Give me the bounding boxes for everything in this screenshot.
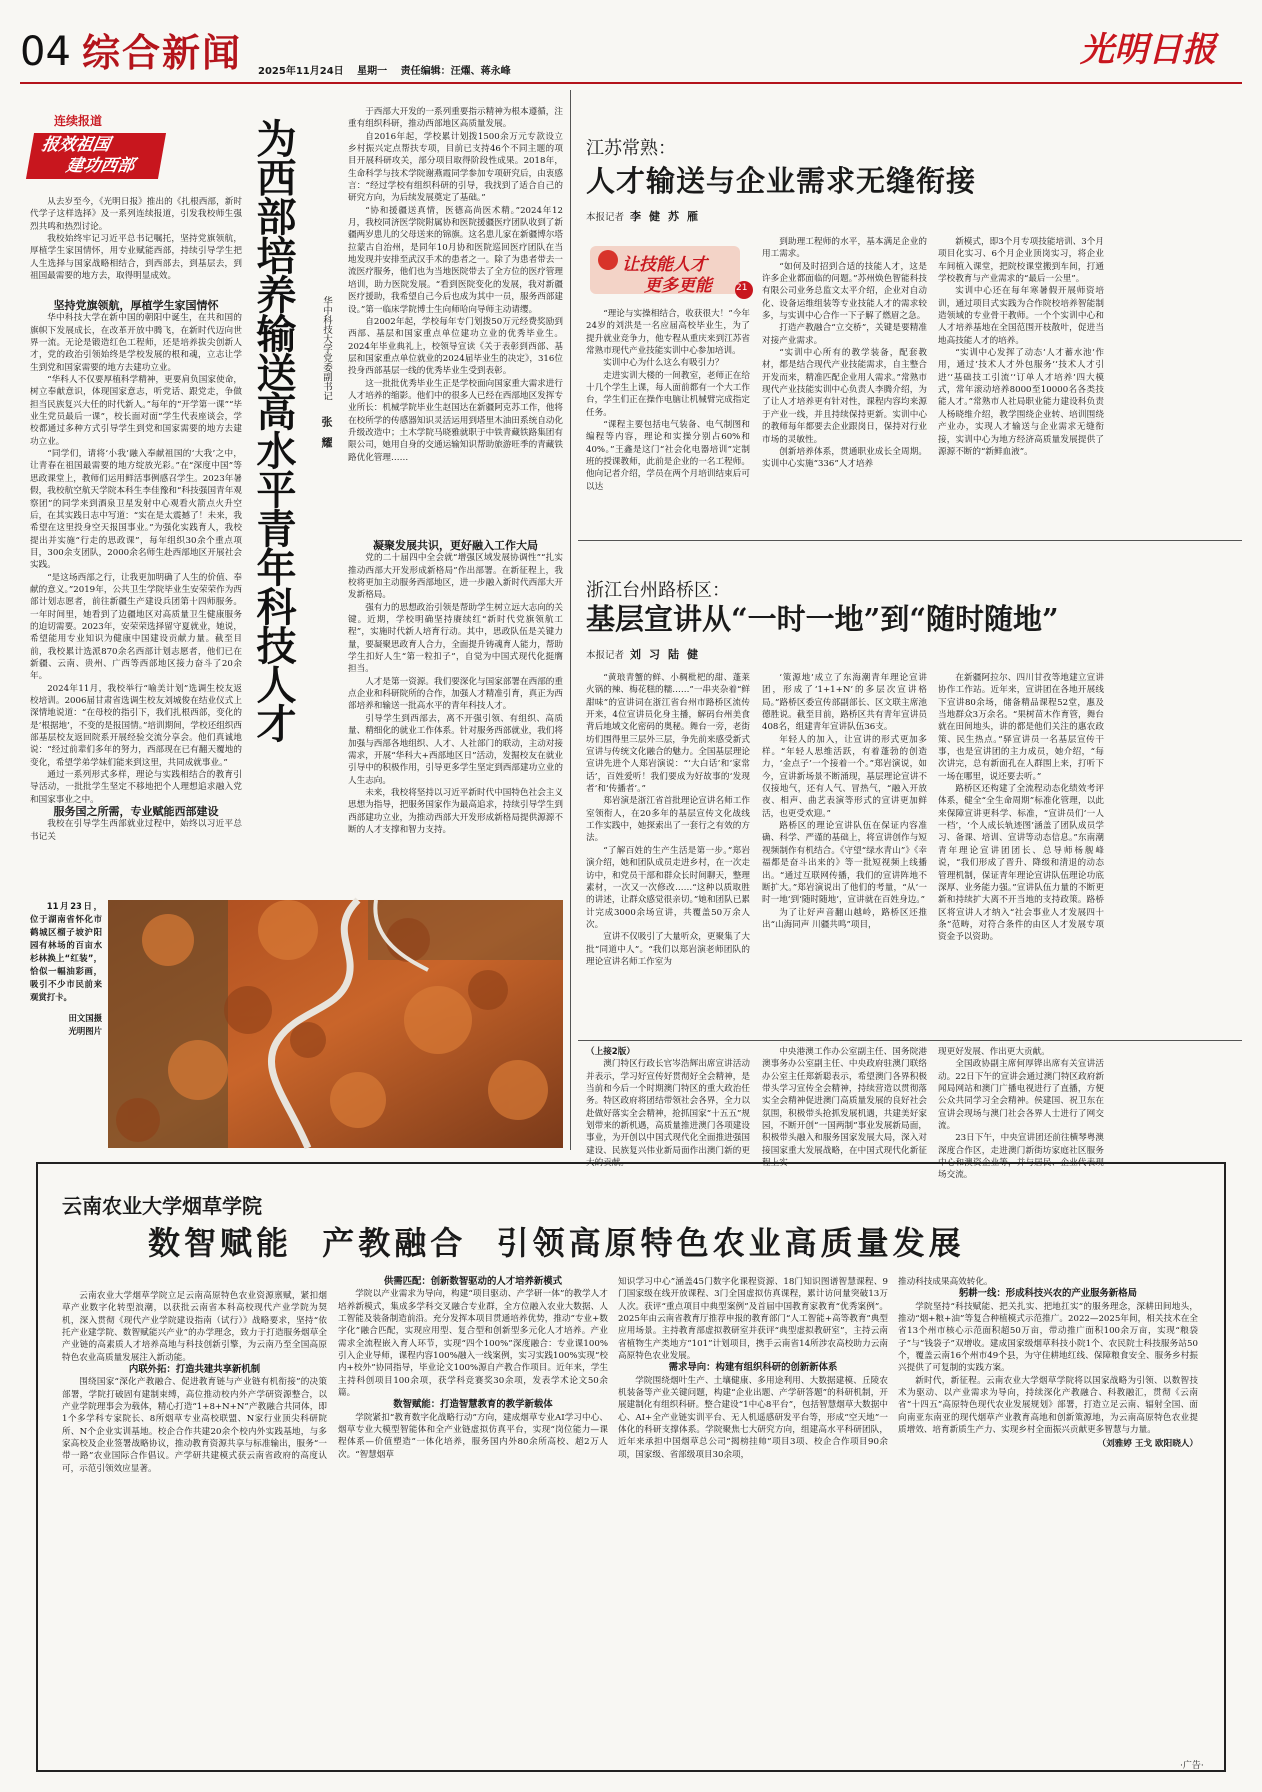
paragraph: 郑岩演是浙江省首批理论宣讲名师工作室领衔人，在20多年的基层宣传文化战线工作实践中，她探索出了一套行之有效的方法。 bbox=[586, 796, 750, 844]
paragraph: 围绕国家“深化产教融合、促进教育链与产业链有机衔接”的决策部署，学院打破固有建制束缚，高位推动校内外产学研资源整合，以产业学院理事会为载体，精心打造“1+8+N+N”产教融合共同体，即1个多学科专家院长、8所烟草专业高校联盟、N家行业顶尖科研院所、N个企业实训基地。校企合作共建20余个校内外实践基地，与多家高校及企业签署战略协议，推动教育资源共享与标准输出，服务“一带一路”农业国际合作倡议。产学研共建模式获云南省政府的高度认可，示范引领效应显著。 bbox=[62, 1377, 327, 1474]
paragraph: 我校在引导学生西部就业过程中，始终以习近平总书记关 bbox=[30, 819, 242, 842]
left-col1-body bbox=[30, 300, 242, 900]
byline-label: 本报记者 bbox=[586, 212, 625, 223]
macau-col1 bbox=[586, 1046, 750, 1169]
kicker-banner bbox=[26, 133, 166, 179]
paragraph: 2024年11月，我校举行“喻美计划”选调生校友返校培训。2006届甘肃省选调生校友刘城俊在结业仪式上深情地说道：“在母校的指引下，我们扎根西部，变化的是‘根据地’，不变的是报国情。”培训期间，学校还组织西部基层校友返回院系开展经验交流分享会。他们真诚地说：“经过前辈们多年的努力，西部现在已有翻天覆地的变化，希望学弟学妹们能来到这里，共同成就事业。” bbox=[30, 683, 242, 768]
paragraph: 路桥区的理论宣讲队伍在保证内容准确、科学、严谨的基础上，将宣讲创作与短视频制作有机结合。《守望“绿水青山”》《幸福都是奋斗出来的》等一批短视频上线播出。“通过互联网传播，我们的宣讲阵地不断扩大。”郑岩演说出了他们的考量，“从‘一时一地’到‘随时随地’，宣讲就在百姓身边。” bbox=[762, 821, 927, 906]
paragraph: 现更好发展、作出更大贡献。 bbox=[938, 1047, 1050, 1057]
jiangsu-headline: 人才输送与企业需求无缝衔接 bbox=[586, 164, 977, 198]
paragraph: 通过一系列形式多样，理论与实践相结合的教育引导活动，一批批学生坚定不移地把个人理想追求融入党和国家事业之中。 bbox=[30, 770, 242, 805]
paragraph: 未来，我校将坚持以习近平新时代中国特色社会主义思想为指导，把服务国家作为最高追求，持续引导学生到西部建功立业，为推动西部大开发形成新格局提供源源不断的人才支撑和智力支持。 bbox=[348, 787, 563, 835]
zhejiang-col1 bbox=[586, 672, 750, 1032]
section-divider bbox=[578, 540, 1242, 541]
paragraph: 党的二十届四中全会就“增强区域发展协调性”“扎实推动西部大开发形成新格局”作出部署。在新征程上，我校将更加主动服务西部地区，进一步融入新时代西部大开发新格局。 bbox=[348, 553, 563, 601]
kicker-top: 连续报道 bbox=[54, 114, 103, 128]
subheading: 内联外拓：打造共建共享新机制 bbox=[128, 1364, 261, 1376]
subheading: 供需匹配：创新数智驱动的人才培养新模式 bbox=[383, 1276, 563, 1287]
ad-col2 bbox=[338, 1276, 608, 1750]
macau-col2 bbox=[762, 1046, 927, 1169]
badge-line2: 更多更能 bbox=[644, 276, 712, 296]
paragraph: 于西部大开发的一系列重要指示精神为根本遵循，注重有组织科研，推动西部地区高质量发展。 bbox=[348, 107, 563, 130]
paragraph: 23日下午，中央宣讲团还前往横琴粤澳深度合作区，走进澳门新街坊家庭社区服务中心和澳资企业等，并与居民、企业代表现场交流。 bbox=[938, 1133, 1104, 1181]
forest-photo-image bbox=[108, 900, 563, 1148]
paragraph: 新时代，新征程。云南农业大学烟草学院将以国家战略为引领、以数智技术为驱动、以产业需求为导向，持续深化产教融合、科教融汇，贯彻《云南省“十四五”高原特色现代农业发展规划》部署，打造立足云南、辐射全国、面向南亚东南亚的现代烟草产业教育高地和创新策源地，为云南高原特色农业提质增效、培育新质生产力、实现乡村全面振兴贡献更多智慧与力量。 bbox=[898, 1375, 1198, 1436]
paragraph: 实训中心还在每年寒暑假开展师资培训，通过项目式实践为合作院校培养智能制造领域的专业骨干教师。一个个实训中心和人才培养基地在全国范围开枝散叶，促进当地高技能人才的培养。 bbox=[938, 286, 1104, 346]
left-col1-lead bbox=[30, 196, 242, 301]
paragraph: “黄琅青蟹的鲜、小稠枇杷的甜、蓬莱火锅的辣、梅花糕的糯……”一串夹杂着“鲜甜味”的宣讲词在浙江省台州市路桥区流传开来，4位宣讲员化身主播，解码台州美食背后地域文化密码的奥秘。舞台一旁，老街坊们围得里三层外三层，争先前来感受新式宣讲与传统文化融合的魅力。全国基层理论宣讲先进个人郑岩演说：“‘大白话’和‘家常话’，百姓爱听！我们要成为好故事的‘发现者’和‘传播者’。” bbox=[586, 673, 750, 795]
jiangsu-col2 bbox=[762, 236, 927, 528]
section-divider bbox=[578, 1040, 1242, 1041]
paragraph: “华科人不仅要厚植科学精神，更要肩负国家使命，树立奉献意识，体现国家意志，听党话、跟党走，争做担当民族复兴大任的时代新人。”每年的“开学第一课”“毕业生党员最后一课”，校长面对面“学生代表座谈会，学校都通过多种方式引导学生到党和国家需要的地方去建功立业。 bbox=[30, 375, 242, 447]
skill-badge bbox=[590, 238, 758, 298]
paragraph: 知识学习中心”涵盖45门数字化课程资源、18门知识图谱智慧课程、9门国家级在线开放课程、3门全国虚拟仿真课程，累计访问量突破13万人次。获评“重点项目中典型案例”及首届中国教育家教育“优秀案例”。2025年由云南省教育厅推荐申报的教育部门“人工智能+高等教育”典型应用场景。主持教育部虚拟教研室并获评“典型虚拟教研室”，主持云南省植物生产类地方“101”计划项目，携手云南省14所涉农高校助力云南高原特色农业发展。 bbox=[618, 1277, 888, 1362]
paragraph: 人才是第一资源。我们要深化与国家部署在西部的重点企业和科研院所的合作，加强人才精准引育，真正为西部培养和输送一批高水平的青年科技人才。 bbox=[348, 676, 563, 712]
macau-col3 bbox=[938, 1046, 1104, 1181]
kicker-line2: 建功西部 bbox=[64, 156, 136, 176]
subheading: 躬耕一线：形成科技兴农的产业服务新格局 bbox=[958, 1288, 1138, 1300]
section-title: 综合新闻 bbox=[82, 31, 243, 75]
issue-date: 2025年11月24日 bbox=[258, 66, 344, 77]
paragraph: 全国政协副主席何厚铧出席有关宣讲活动。22日下午的宣讲会通过澳门特区政府新闻局网站和澳门广播电视进行了直播，方便公众共同学习全会精神。侯建国、祝卫东在宣讲会现场与澳门社会各界人士进行了网交流。 bbox=[938, 1059, 1104, 1132]
paragraph: 路桥区还构建了全流程动态化绩效考评体系，健全“全生命周期”标准化管理，以此来保障宣讲更科学、标准，“宣讲员们‘一人一档’，‘个人成长轨迹图’涵盖了团队成员学习、备课、培训、宣讲等动态信息。”东南潮青年理论宣讲团团长、总导师杨舰峰说，“我们形成了晋升、降级和清退的动态管理机制，保证青年理论宣讲队伍理论功底深厚、业务能力强。”宣讲队伍力量的不断更新和持续扩大离不开当地的支持政策。路桥区将宣讲人才纳入“社会事业人才发展四十条”范畴，对符合条件的由区人才发展专项资金予以资助。 bbox=[938, 784, 1104, 943]
continuation-label: （上接2版） bbox=[586, 1047, 635, 1057]
paragraph: 我校始终牢记习近平总书记嘱托，坚持党旗领航，厚植学生家国情怀，用专业赋能西部，持续引导学生把人生选择与国家战略相结合，到西部去，到基层去，到祖国最需要的地方去，取得明显成效。 bbox=[30, 234, 242, 282]
zhejiang-col3 bbox=[938, 672, 1104, 1032]
ad-label: ·广告· bbox=[1180, 1761, 1204, 1771]
subheading: 需求导向：构建有组织科研的创新新体系 bbox=[668, 1362, 838, 1374]
paragraph: “课程主要包括电气装备、电气制图和编程等内容，理论和实操分别占60%和40%。”王鑫是这门“社会化电器培训”定制班的授课教师，此前是企业的一名工程师。他向记者介绍，学员在两个月培训结束后可以达 bbox=[586, 420, 750, 492]
masthead-rule bbox=[20, 82, 1242, 84]
paragraph: 在新疆阿拉尔、四川甘孜等地建立宣讲协作工作站。近年来，宣讲团在各地开展线下宣讲80余场，储备精品课程52堂，惠及当地群众3万余名。“果树苗木作育管，舞台就在田间地头，讲的都是他们关注的惠农政策、民生热点。”驿宣讲员一名基层宣传干事，也是宣讲团的主力成员，她介绍，“每次讲完，总有新面孔在人群围上来，打听下一场在哪里，说还要去听。” bbox=[938, 673, 1104, 782]
headline-vertical: 为西部培养输送高水平青年科技人才 bbox=[250, 118, 297, 742]
subheading: 凝聚发展共识，更好融入工作大局 bbox=[373, 539, 538, 552]
paragraph: ‘策源地’成立了东海潮青年理论宣讲团，形成了‘1+1+N’的多层次宣讲格局。”路桥区委宣传部副部长、区文联主席池德胜说。截至目前，路桥区共有青年宣讲员408名，组建青年宣讲队伍36支。 bbox=[762, 673, 927, 733]
paragraph: 华中科技大学在新中国的朝阳中诞生，在共和国的旗帜下发展成长，在改革开放中腾飞，在新时代迈向世界一流。无论是锻造红色工程师，还是培养拔尖创新人才，党的政治引领始终是学校发展的根和魂，立志让学生到党和国家需要的地方去建功立业。 bbox=[30, 313, 242, 373]
zhejiang-byline bbox=[586, 646, 706, 662]
author-name: 张耀 bbox=[320, 415, 333, 458]
paragraph: “理论与实操相结合，收获很大！”今年24岁的刘洪是一名应届高校毕业生，为了提升就业竞争力，他专程从重庆来到江苏省常熟市现代产业技能实训中心参加培训。 bbox=[586, 309, 750, 357]
ad-col3 bbox=[618, 1276, 888, 1750]
paragraph: 强有力的思想政治引领是帮助学生树立远大志向的关键。近期，学校明确坚持赓续红“新时代党旗领航工程”，实施时代新人培育行动。其中，思政队伍是关键力量，要凝聚思政育人合力，全面提升铸魂育人能力，帮助学生扣好人生“第一粒扣子”，自觉为中国式现代化挺膺担当。 bbox=[348, 602, 563, 675]
photo-agency: 光明图片 bbox=[68, 1026, 102, 1036]
ad-headline: 数智赋能 产教融合 引领高原特色农业高质量发展 bbox=[148, 1224, 965, 1262]
paragraph: 学院以产业需求为导向，构建“项目驱动、产学研一体”的教学人才培养新模式，集成多学科交叉融合专业群，全方位融入农业大数据、人工智能及装备制造前沿。充分发挥本项目贯通培养优势，推动“专业+数字化”融合匹配，实现应用型、复合型和创新型多元化人才培养。产业需求全流程嵌入育人环节，实现“四个100%”深度融合：专业课100%引入企业导师，课程内容100%融入一线案例，实习实践100%实现“校内+校外”协同指导，毕业论文100%源自产教合作项目。近年来，学生主持科创项目100余项，获学科竞赛奖30余项，发表学术论文50余篇。 bbox=[338, 1289, 608, 1399]
kicker-line1: 报效祖国 bbox=[40, 135, 112, 155]
paragraph: 学院围绕烟叶生产、土壤健康、多用途利用、大数据建模、丘陵农机装备等产业关键问题，构建“企业出题、产学研答题”的科研机制，开展建制化有组织科研。整合建设“1中心8平台”，包括智慧烟草大数据中心、AI+全产业链实训平台、无人机遥感研发平台等，形成“空天地”一体化的科研支撑体系。学院聚焦七大研究方向，组建高水平科研团队，近年来承担中国烟草总公司“揭榜挂帅”项目3项、校企合作项目90余项，国家级、省部级项目30余项， bbox=[618, 1375, 888, 1460]
photo-credit: 田文国摄 bbox=[68, 1013, 102, 1023]
jiangsu-location: 江苏常熟： bbox=[586, 138, 676, 159]
paragraph: “协和援疆送真情，医德高尚医术精。”2024年12月，我校同济医学院附属协和医院援疆医疗团队收到了新疆两岁患儿的父母送来的锦旗。这名患儿家在新疆博尔塔拉蒙古自治州，是同年10月协和医院巡回医疗团队在当地发现并安排至武汉手术的患者之一。除了为患者带去一流医疗服务，他们也为当地医院带去了全方位的医疗管理培训，助力医院发展。“看到医院变化的发展，我对新疆医疗援助，我希望自己今后也成为其中一员，服务西部建设。”第一临床学院博士生向师哈向导师主动请缨。 bbox=[348, 205, 563, 315]
paragraph: 打造产教融合“立交桥”，关键是要精准对接产业需求。 bbox=[762, 323, 927, 346]
subheading: 数智赋能：打造智慧教育的教学新载体 bbox=[393, 1399, 553, 1411]
paragraph: 自2016年起，学校累计划拨1500余万元专款设立乡村振兴定点帮扶专项，目前已支持46个不同主题的项目开展科研攻关，部分项目取得阶段性成果。2018年，生命科学与技术学院谢燕霞同学参加专项研究后，由衷感言：“经过学校有组织科研的引导，我找到了适合自己的研究方向，为后续发展奠定了基础。” bbox=[348, 131, 563, 204]
issue-editors: 责任编辑：汪燿、蒋永峰 bbox=[400, 66, 511, 77]
forest-photo bbox=[108, 900, 563, 1148]
paragraph: “同学们，请将‘小我’融入奉献祖国的‘大我’之中，让青春在祖国最需要的地方绽放光彩。”在“深度中国”等思政课堂上，教师们运用鲜活事例感召学生。2023年暑假，我校航空航天学院本科生李佳豫和“科技强国青年观察团”的同学来到酒泉卫星发射中心观看火箭点火升空后，在其实践日志中写道：“实在是太震撼了！未来，我希望在这里投身空天报国事业。”为强化实践育人，我校提出并实施“行走的思政课”，每年组织30余个重点项目，300余支团队，2000余名师生赴西部地区开展社会实践。 bbox=[30, 449, 242, 571]
zhejiang-location: 浙江台州路桥区： bbox=[586, 580, 730, 601]
paragraph: 学院紧扣“教育数字化战略行动”方向，建成烟草专业AI学习中心、烟草专业大模型智能体和全产业链虚拟仿真平台，实现“岗位能力—课程体系—价值塑造”一体化培养，服务国内外80余所高校、超2万人次。“智慧烟草 bbox=[338, 1412, 608, 1460]
left-col2b bbox=[348, 540, 563, 890]
paragraph: “实训中心发挥了动态‘人才蓄水池’作用，通过‘技术人才外包服务’‘技术人才引进’‘基础技工引流’‘订单人才培养’四大模式，常年滚动培养8000至10000名各类技能人才。”常熟市人社局职业能力建设科负责人杨晓维介绍，教学围绕企业转、培训围绕产业办，实现人才输送与企业需求无缝衔接，实训中心为地方经济高质量发展提供了源源不断的“新鲜血液”。 bbox=[938, 348, 1104, 457]
paragraph: 为了让好声音翻山越岭，路桥区还推出“山海同声 川疆共鸣”项目， bbox=[762, 907, 927, 930]
issue-weekday: 星期一 bbox=[357, 66, 388, 77]
byline-names: 李健苏雁 bbox=[630, 210, 707, 223]
paragraph: 云南农业大学烟草学院立足云南高原特色农业资源禀赋，紧扣烟草产业数字化转型浪潮，以获批云南省本科高校现代产业学院为契机，深入贯彻《现代产业学院建设指南（试行）》战略要求，坚持“依托产业建学院、数智赋能兴产业”的办学理念，致力于打造服务烟草全产业链的高素质人才培养高地与科技创新引擎，为云南乃至全国高原特色农业高质量发展注入新动能。 bbox=[62, 1291, 327, 1363]
byline-names: 刘习陆健 bbox=[630, 648, 707, 661]
paragraph: 实训中心为什么这么有吸引力？ bbox=[603, 358, 724, 369]
ad-col4 bbox=[898, 1276, 1198, 1750]
jiangsu-col1 bbox=[586, 308, 750, 528]
left-col2 bbox=[348, 106, 563, 544]
paragraph: 推动科技成果高效转化。 bbox=[898, 1277, 993, 1287]
photo-caption bbox=[30, 900, 102, 1140]
paragraph: “如何及时招到合适的技能人才，这是许多企业都面临的问题。”苏州焕色智能科技有限公司业务总监文太平介绍，企业对自动化、设备运维组装等专业技能人才的需求较多，与实训中心合作一下子解了燃眉之急。 bbox=[762, 261, 927, 322]
paragraph: 新模式，即3个月专项技能培训、3个月项目化实习、6个月企业顶岗实习，将企业车间植入课堂，把院校课堂搬到车间，打通学校教育与产业需求的“最后一公里”。 bbox=[938, 237, 1104, 285]
badge-line1: 让技能人才 bbox=[622, 255, 707, 275]
paragraph: 引导学生到西部去，离不开强引领、有组织、高质量、精细化的就业工作体系。针对服务西部就业，我们将加强与西部各地组织、人才、人社部门的联动，主动对接需求，开展“华科大+西部地区日”活动，发掘校友在就业引导中的积极作用，引导更多学生坚定到西部建功立业的人生志向。 bbox=[348, 713, 563, 786]
paragraph: 自2002年起，学校每年专门划拨50万元经费奖励到西部、基层和国家重点单位建功立业的优秀毕业生。2024年毕业典礼上，校领导宣读《关于表彰到西部、基层和国家重点单位就业的2024届毕业生的决定》，316位投身西部基层一线的优秀毕业生受到表彰。 bbox=[348, 316, 563, 377]
paper-logo: 光明日报 bbox=[1080, 30, 1216, 70]
author-block bbox=[300, 296, 334, 496]
author-title: 华中科技大学党委副书记 bbox=[321, 296, 332, 401]
paragraph: “是这场西部之行，让我更加明确了人生的价值、奉献的意义。”2019年，公共卫生学院毕业生安荣荣作为西部计划志愿者，前往新疆生产建设兵团第十四师服务。一年时间里，她看到了边疆地区对高质量卫生健康服务的迫切需要。2023年，安荣荣选择留守夏就业，她说，希望能用专业知识为健康中国建设贡献力量。截至目前，我校累计选派870余名西部计划志愿者，他们已在新疆、云南、贵州、广西等西部地区接力奋斗了20余年。 bbox=[30, 572, 242, 682]
column-divider bbox=[570, 90, 571, 1150]
caption-text: 11月23日，位于湖南省怀化市鹤城区榴子坡沪阳园有林场的百亩水杉林换上“红装”，恰似一幅油彩画，吸引不少市民前来观赏打卡。 bbox=[30, 901, 102, 1002]
paragraph: 走进实训大楼的一间教室，老师正在给十几个学生上课，每人面前都有一个大工作台，学生们正在操作电脑让机械臂完成指定任务。 bbox=[586, 370, 750, 418]
jiangsu-col3 bbox=[938, 236, 1104, 528]
ad-col1 bbox=[62, 1290, 327, 1750]
byline-label: 本报记者 bbox=[586, 650, 625, 661]
masthead-info bbox=[258, 62, 511, 77]
paragraph: 创新培养体系，贯通职业成长全周期。实训中心实施“336”人才培养 bbox=[762, 446, 927, 470]
paragraph: 中央港澳工作办公室副主任、国务院港澳事务办公室副主任、中央政府驻澳门联络办公室主任郑新聪表示，希望澳门各界积极带头学习宣传全会精神，持续营造以贯彻落实全会精神促进澳门高质量发展的良好社会氛围，积极带头抢抓发展机遇，共建美好家园，不断开创“一国两制”事业发展新局面，积极带头融入和服务国家发展大局，深入对接国家重大发展战略，在中国式现代化新征程上实 bbox=[762, 1047, 927, 1169]
subheading: 服务国之所需，专业赋能西部建设 bbox=[53, 805, 219, 819]
paragraph: 年轻人的加入，让宣讲的形式更加多样。“年轻人思维活跃，有着蓬勃的创造力，‘金点子’一个接着一个。”郑岩演说，如今，宣讲新场景不断涌现，基层理论宣讲不仅接地气，还有人气、冒热气，“融入开放夜、相声、曲艺表演等形式的宣讲更加鲜活，也更受欢迎。” bbox=[762, 734, 927, 819]
ad-signature: （刘雅婷 王戈 欧阳晓人） bbox=[1097, 1439, 1198, 1450]
paragraph: 从去岁至今，《光明日报》推出的《扎根西部，新时代学子这样选择》及一系列连续报道，引发我校师生强烈共鸣和热烈讨论。 bbox=[30, 197, 242, 232]
paragraph: 这一批批优秀毕业生正是学校面向国家重大需求进行人才培养的缩影。他们中的很多人已经在西部地区发挥专业所长：机械学院毕业生赵国达在新疆阿克苏工作，他将在校所学的传感器知识灵活运用到塔里木油田系统自动化升级改造中；土木学院马晓雅就职于中铁青藏铁路集团有限公司，她用自身的交通运输知识帮助旅游旺季的青藏铁路优化管理…… bbox=[348, 378, 563, 463]
zhejiang-col2 bbox=[762, 672, 927, 1032]
zhejiang-headline: 基层宣讲从“一时一地”到“随时随地” bbox=[586, 602, 1059, 636]
paragraph: 学院坚持“科技赋能、把关扎实、把地扛实”的服务理念，深耕田间地头，推动“烟+粮+油”等复合种植模式示范推广。2022—2025年间，相关技术在全省13个州市核心示范面积超50万亩，带动推广面积100余万亩，实现“粮袋子”与“钱袋子”双增收。建成国家级烟草科技小院1个、农民院士科技服务站50个，覆盖云南16个州市49个县，为守住耕地红线、保障粮食安全、服务乡村振兴提供了可复制的实践方案。 bbox=[898, 1301, 1198, 1374]
jiangsu-byline bbox=[586, 208, 706, 224]
paragraph: “实训中心所有的教学装备，配套教材，都是结合现代产业技能需求，自主整合开发而来，精准匹配企业用人需求。”常熟市现代产业技能实训中心负责人李腾介绍，为了让人才培养更有针对性，课程内容均来源于产业一线，并且持续保持更新。实训中心的教师每年都要去企业跟岗日，保持对行业市场的灵敏性。 bbox=[762, 348, 927, 445]
paragraph: 到助理工程师的水平，基本满足企业的用工需求。 bbox=[762, 237, 927, 260]
page-number: 04 bbox=[20, 29, 71, 75]
paragraph: 澳门特区行政长官岑浩辉出席宣讲活动并表示，学习好宣传好贯彻好全会精神，是当前和今后一个时期澳门特区的重大政治任务。特区政府将团结带领社会各界，全力以赴做好落实全会精神，抢抓国家“十五五”规划带来的新机遇，高质量推进澳门各项建设事业，为开创以中国式现代化全面推进强国建设、民族复兴伟业新局面作出澳门新的更大的贡献。 bbox=[586, 1059, 750, 1169]
paragraph: 宣讲不仅吸引了大量听众，更聚集了大批“同道中人”。“我们以郑岩演老师团队的理论宣讲名师工作室为 bbox=[586, 932, 750, 967]
series-kicker bbox=[30, 112, 180, 190]
subheading: 坚持党旗领航，厚植学生家国情怀 bbox=[53, 299, 219, 312]
ad-org: 云南农业大学烟草学院 bbox=[62, 1194, 262, 1218]
badge-number: 21 bbox=[736, 283, 748, 293]
paragraph: “了解百姓的生产生活是第一步。”郑岩演介绍，她和团队成员走进乡村，在一次走访中，和党员干部和群众长时间聊天，整理素材，一次又一次修改……“这种以质取胜的讲述，让群众感觉很亲切。”她和团队已累计完成3000余场宣讲，共覆盖50万余人次。 bbox=[586, 845, 750, 930]
